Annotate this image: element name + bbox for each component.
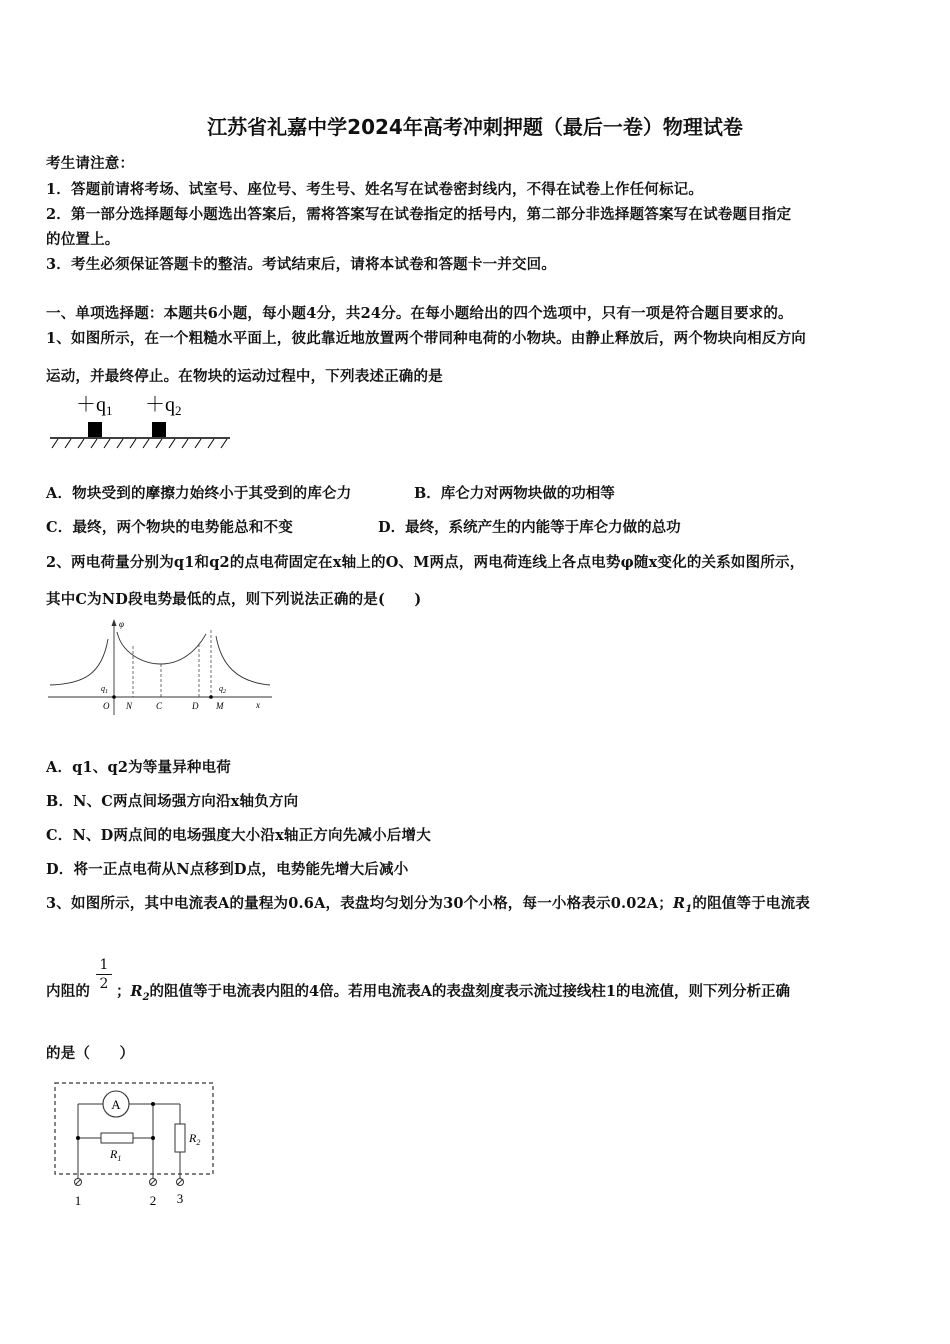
q1-charge1-label: $+q_1$ [76,394,113,418]
q3-resistor-r2 [175,1124,185,1152]
q3-circuit-diagram [48,1076,220,1211]
q3-terminal-3: 3 [176,1191,184,1206]
q1-option-b: B．库仑力对两物块做的功相等 [414,485,615,502]
q1-charge2-label: $+q_2$ [145,394,182,418]
q2-curve-right [216,636,270,685]
notice-item-3: 3．考生必须保证答题卡的整洁。考试结束后，请将本试卷和答题卡一并交回。 [46,256,557,273]
q2-label-c: C [156,701,163,711]
q1-stem-line2: 运动，并最终停止。在物块的运动过程中，下列表述正确的是 [46,368,443,385]
q1-ground-hatch [52,439,227,448]
q2-q1-label: $q_1$ [101,684,108,695]
q1-stem-line1: 1、如图所示，在一个粗糙水平面上，彼此靠近地放置两个带同种电荷的小物块。由静止释放后，两个物块向相反方向 [46,330,806,347]
q3-stem-line2-start: 内阻的 [46,983,91,1000]
q2-curve-left [50,639,108,685]
page-title: 江苏省礼嘉中学2024年高考冲刺押题（最后一卷）物理试卷 [207,115,743,139]
q2-potential-graph [44,616,276,718]
q3-terminals [75,1179,184,1186]
q1-option-d: D．最终，系统产生的内能等于库仑力做的总功 [378,519,681,536]
q2-label-d: D [192,701,199,711]
q2-label-m: M [216,701,224,711]
q1-option-c: C．最终，两个物块的电势能总和不变 [46,519,293,536]
notice-item-2: 2．第一部分选择题每小题选出答案后，需将答案写在试卷指定的括号内，第二部分非选择题答案写在试卷题目指定 [46,206,792,223]
q3-junction-2 [151,1102,155,1106]
q3-junction-3 [151,1136,155,1140]
section-heading: 一、单项选择题：本题共6小题，每小题4分，共24分。在每小题给出的四个选项中，只有一项是符合题目要求的。 [46,305,793,322]
q2-phi-label: φ [119,619,124,629]
q2-phi-arrow [112,619,117,626]
q2-x-label: x [256,700,260,710]
q2-point-o [112,695,116,699]
q1-figure [48,393,233,453]
q2-q2-label: $q_2$ [219,684,226,695]
q3-resistor-r1 [101,1133,133,1143]
notice-item-2-cont: 的位置上。 [46,231,120,248]
q3-junction-1 [76,1136,80,1140]
q3-terminal-2: 2 [149,1193,157,1208]
q3-stem-line2-rest: ；$R_2$的阻值等于电流表内阻的4倍。若用电流表A的表盘刻度表示流过接线柱1的电流值，则下列分析正确 [116,983,790,1003]
q2-point-m [209,695,213,699]
q3-fraction: $\frac{1}{2}$ [96,956,112,993]
q3-stem-line3: 的是（ ） [46,1045,135,1062]
notice-item-1: 1．答题前请将考场、试室号、座位号、考生号、姓名写在试卷密封线内，不得在试卷上作任何标记。 [46,181,704,198]
q1-block1 [88,422,102,437]
q3-terminal-1: 1 [74,1193,82,1208]
q2-dashed-guides [133,630,211,697]
q2-option-a: A．q1、q2为等量异种电荷 [46,759,232,776]
q2-label-n: N [126,701,133,711]
q3-ammeter-label: A [111,1097,121,1112]
q3-dashed-box [55,1083,213,1174]
notice-heading: 考生请注意： [46,155,135,172]
q2-option-b: B．N、C两点间场强方向沿x轴负方向 [46,793,299,810]
q2-curve-middle [117,632,206,664]
q3-stem-line1: 3、如图所示，其中电流表A的量程为0.6A，表盘均匀划分为30个小格，每一小格表示0.02A；$R_1$的阻值等于电流表 [46,895,811,915]
q2-stem-line1: 2、两电荷量分别为q1和q2的点电荷固定在x轴上的O、M两点，两电荷连线上各点电势φ随x变化的关系如图所示， [46,554,805,571]
q1-option-a: A．物块受到的摩擦力始终小于其受到的库仑力 [46,485,352,502]
q2-option-d: D．将一正点电荷从N点移到D点，电势能先增大后减小 [46,861,409,878]
q1-block2 [152,422,166,437]
q3-r2-label: $R_2$ [189,1131,201,1147]
q2-option-c: C．N、D两点间的电场强度大小沿x轴正方向先减小后增大 [46,827,431,844]
q2-label-o: O [103,701,110,711]
q2-stem-line2: 其中C为ND段电势最低的点，则下列说法正确的是( ) [46,591,422,608]
q3-r1-label: $R_1$ [110,1147,122,1163]
